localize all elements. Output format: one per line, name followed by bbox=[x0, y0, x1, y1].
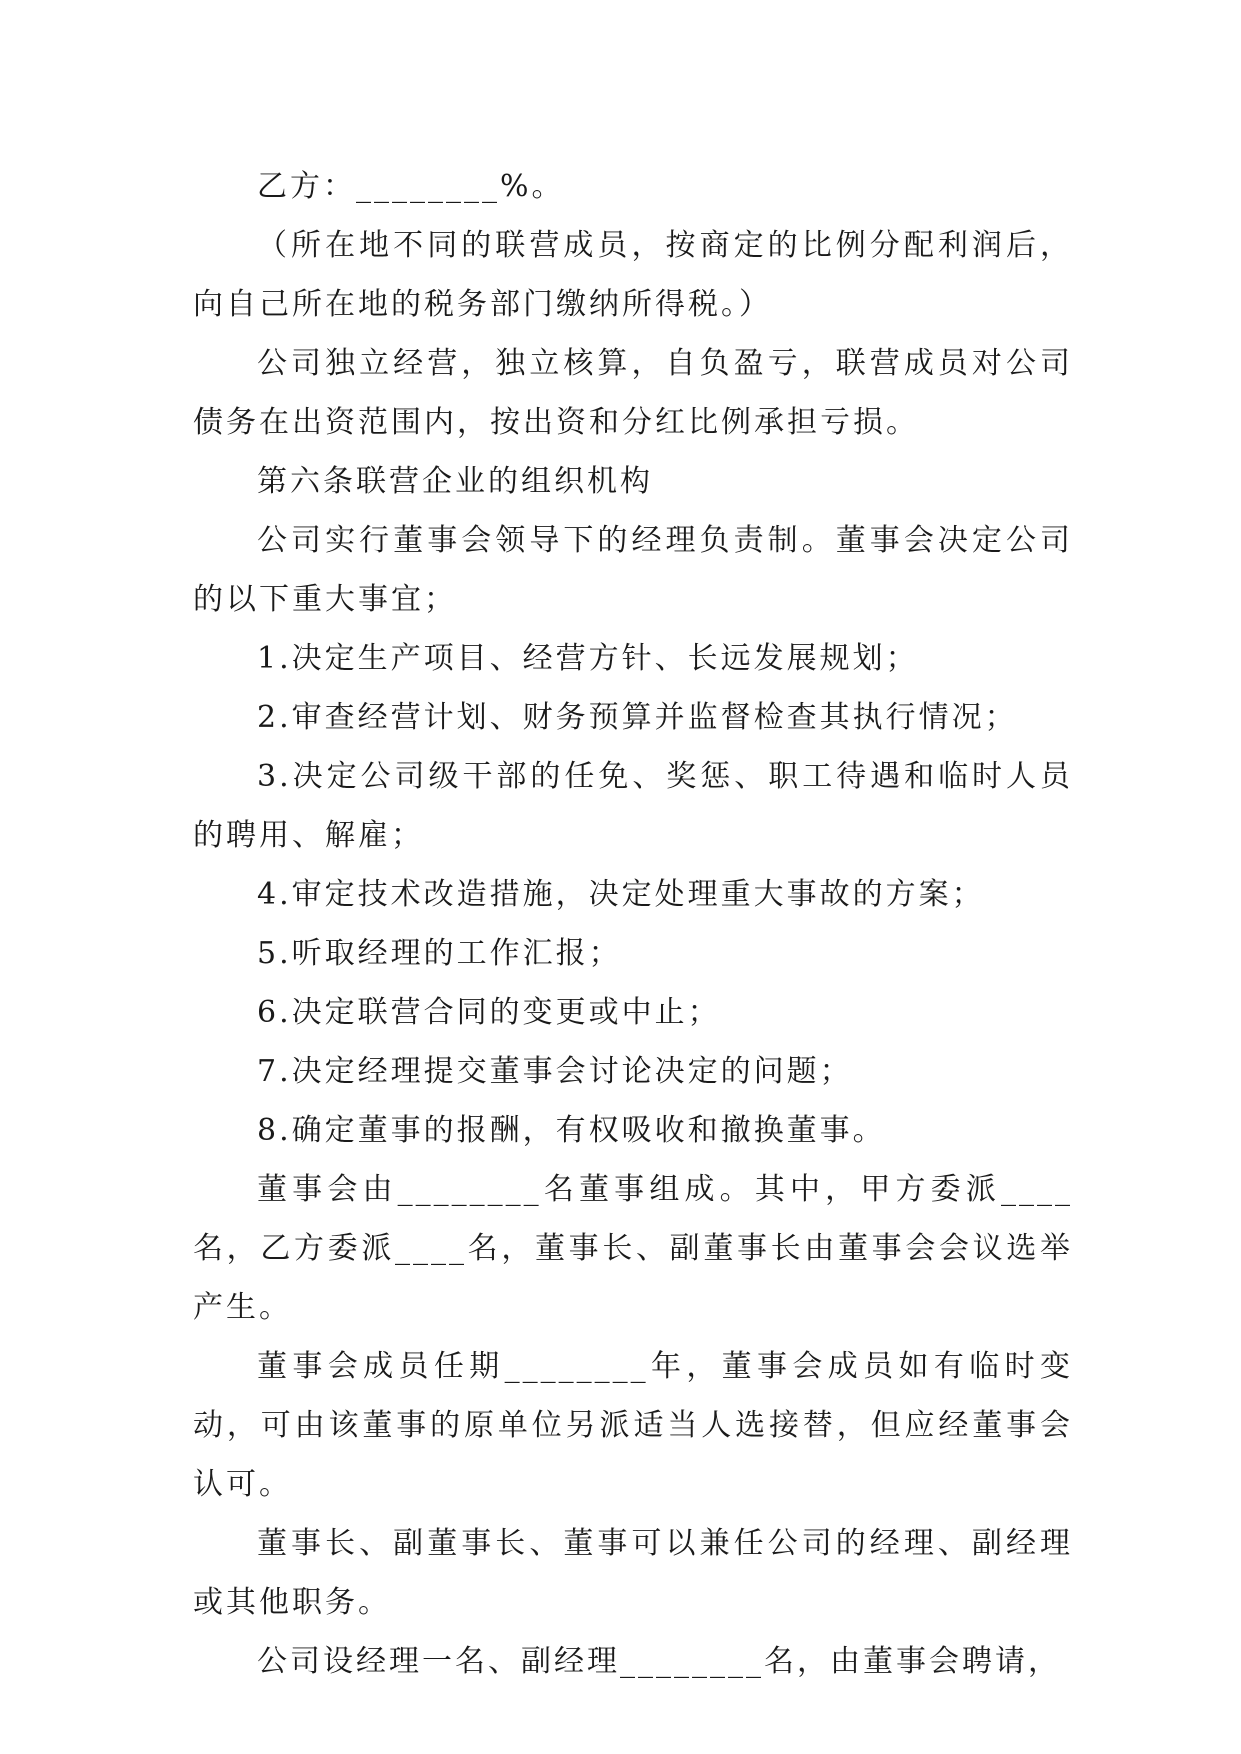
list-item-7: 7.决定经理提交董事会讨论决定的问题； bbox=[257, 1054, 853, 1089]
paragraph-party-b-share: 乙方：________%。 bbox=[257, 169, 565, 204]
list-item-4: 4.审定技术改造措施，决定处理重大事故的方案； bbox=[257, 877, 985, 912]
document-body bbox=[193, 157, 1073, 1691]
list-item-6: 6.决定联营合同的变更或中止； bbox=[257, 995, 721, 1030]
paragraph-concurrent-roles: 董事长、副董事长、董事可以兼任公司的经理、副经理或其他职务。 bbox=[193, 1526, 1073, 1620]
list-item-1: 1.决定生产项目、经营方针、长远发展规划； bbox=[257, 641, 919, 676]
list-item-5: 5.听取经理的工作汇报； bbox=[257, 936, 622, 971]
paragraph-board-composition: 董事会由________名董事组成。其中，甲方委派____名，乙方委派____名，董事长、副董事长由董事会会议选举产生。 bbox=[193, 1172, 1073, 1325]
paragraph-board-responsibility: 公司实行董事会领导下的经理负责制。董事会决定公司的以下重大事宜； bbox=[193, 523, 1073, 617]
paragraph-manager-appointment: 公司设经理一名、副经理________名，由董事会聘请， bbox=[257, 1644, 1061, 1679]
paragraph-tax-note: （所在地不同的联营成员，按商定的比例分配利润后，向自己所在地的税务部门缴纳所得税。） bbox=[193, 228, 1073, 322]
paragraph-independent-operation: 公司独立经营，独立核算，自负盈亏，联营成员对公司债务在出资范围内，按出资和分红比例承担亏损。 bbox=[193, 346, 1073, 440]
list-item-3: 3.决定公司级干部的任免、奖惩、职工待遇和临时人员的聘用、解雇； bbox=[193, 759, 1073, 853]
paragraph-board-term: 董事会成员任期________年，董事会成员如有临时变动，可由该董事的原单位另派适当人选接替，但应经董事会认可。 bbox=[193, 1349, 1073, 1502]
list-item-8: 8.确定董事的报酬，有权吸收和撤换董事。 bbox=[257, 1113, 886, 1148]
section-heading-article-six: 第六条联营企业的组织机构 bbox=[257, 464, 653, 499]
list-item-2: 2.审查经营计划、财务预算并监督检查其执行情况； bbox=[257, 700, 1018, 735]
